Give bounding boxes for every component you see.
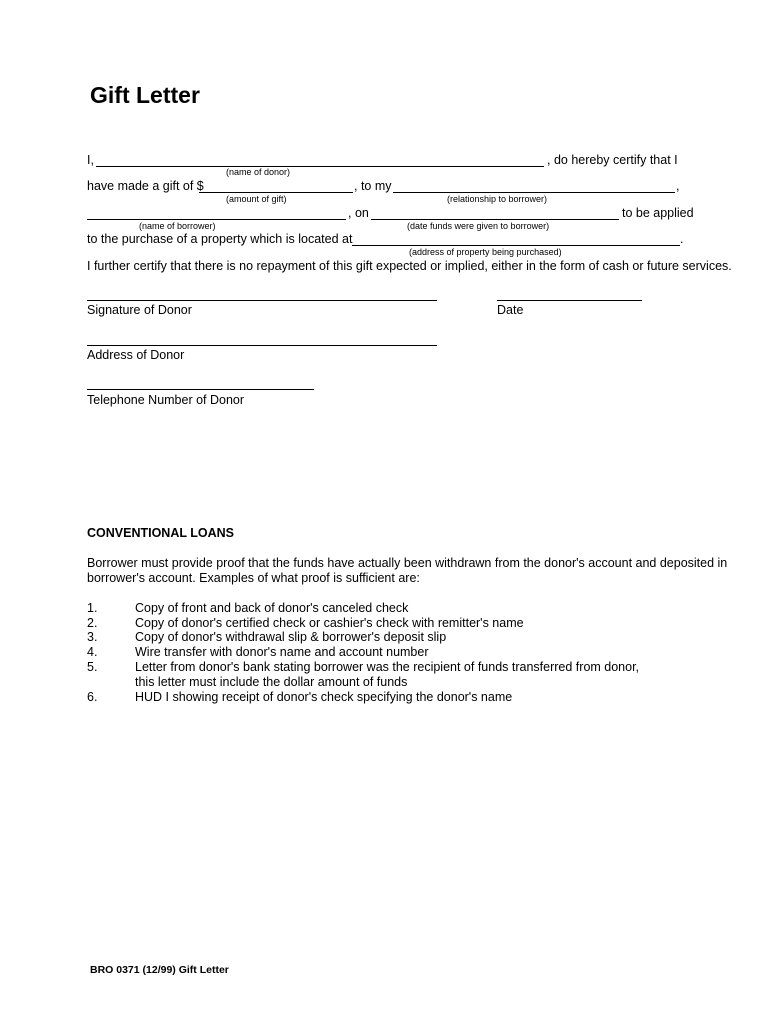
certify-suffix: , do hereby certify that I — [547, 153, 678, 167]
list-item: Letter from donor's bank stating borrower was the recipient of funds transferred from donor, — [135, 660, 640, 674]
list-item: Wire transfer with donor's name and account number — [135, 645, 429, 659]
to-be-applied-text: to be applied — [622, 206, 694, 220]
address-line[interactable] — [87, 345, 437, 346]
address-label: Address of Donor — [87, 348, 185, 362]
list-item-number: 1. — [87, 601, 98, 615]
to-my-text: , to my — [354, 179, 392, 193]
property-period: . — [680, 232, 684, 246]
gift-amount-prefix: have made a gift of $ — [87, 179, 204, 193]
conventional-intro: Borrower must provide proof that the funds have actually been withdrawn from the donor's account and deposited in borrower's account. Examples of what proof is sufficient are: — [87, 556, 728, 585]
signature-line[interactable] — [87, 300, 437, 301]
property-address-field[interactable] — [352, 245, 680, 246]
further-certify-text: I further certify that there is no repayment of this gift expected or implied, either in the form of cash or future services. — [87, 259, 732, 273]
list-item-number: 2. — [87, 616, 98, 630]
date-funds-caption: (date funds were given to borrower) — [407, 221, 550, 231]
page-title: Gift Letter — [90, 82, 200, 108]
certify-prefix: I, — [87, 153, 94, 167]
list-item-continuation: this letter must include the dollar amount of funds — [135, 675, 408, 689]
telephone-line[interactable] — [87, 389, 314, 390]
amount-caption: (amount of gift) — [226, 194, 287, 204]
conventional-heading: CONVENTIONAL LOANS — [87, 526, 234, 540]
telephone-label: Telephone Number of Donor — [87, 393, 245, 407]
list-item-number: 3. — [87, 630, 98, 644]
donor-name-field[interactable] — [96, 166, 544, 167]
list-item: Copy of donor's certified check or cashier's check with remitter's name — [135, 616, 524, 630]
signature-label: Signature of Donor — [87, 303, 192, 317]
relationship-caption: (relationship to borrower) — [447, 194, 548, 204]
donor-name-caption: (name of donor) — [226, 167, 291, 177]
list-item-number: 5. — [87, 660, 98, 674]
property-caption: (address of property being purchased) — [409, 247, 562, 257]
list-item: HUD I showing receipt of donor's check specifying the donor's name — [135, 690, 513, 704]
relationship-comma: , — [676, 179, 680, 193]
list-item-number: 4. — [87, 645, 98, 659]
relationship-field[interactable] — [393, 192, 675, 193]
list-item: Copy of front and back of donor's canceled check — [135, 601, 409, 615]
date-line[interactable] — [497, 300, 642, 301]
borrower-caption: (name of borrower) — [139, 221, 216, 231]
date-label: Date — [497, 303, 524, 317]
date-funds-field[interactable] — [371, 219, 619, 220]
property-prefix: to the purchase of a property which is located at — [87, 232, 353, 246]
footer-form-id: BRO 0371 (12/99) Gift Letter — [90, 964, 229, 976]
gift-amount-field[interactable] — [199, 192, 353, 193]
on-text: , on — [348, 206, 369, 220]
list-item: Copy of donor's withdrawal slip & borrower's deposit slip — [135, 630, 447, 644]
borrower-name-field[interactable] — [87, 219, 346, 220]
list-item-number: 6. — [87, 690, 98, 704]
